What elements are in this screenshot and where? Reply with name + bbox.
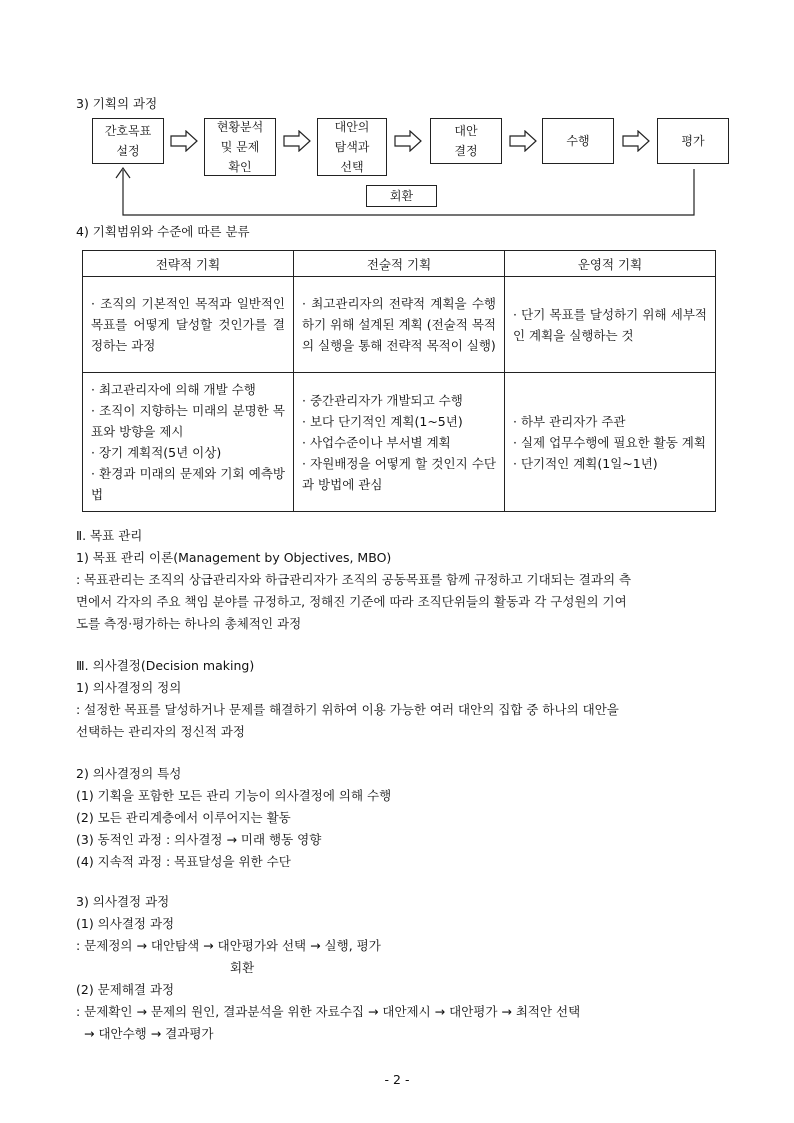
right-arrow-icon	[283, 130, 311, 152]
right-arrow-icon	[170, 130, 198, 152]
cell-item: · 실제 업무수행에 필요한 활동 계획	[513, 434, 706, 450]
process-feedback-label: 회환	[230, 960, 255, 975]
column-header: 운영적 기획	[505, 251, 716, 277]
column-header: 전술적 기획	[294, 251, 505, 277]
process-step: 대안의 탐색과 선택	[317, 118, 387, 176]
body-line: 선택하는 관리자의 정신적 과정	[76, 724, 245, 739]
cell-item: · 조직이 지향하는 미래의 분명한 목표와 방향을 제시	[91, 403, 285, 439]
subsection-heading: 2) 의사결정의 특성	[76, 766, 182, 781]
subsection-heading: 1) 목표 관리 이론(Management by Objectives, MBO)	[76, 550, 392, 565]
section-title: Ⅲ. 의사결정(Decision making)	[76, 658, 255, 673]
table-row	[83, 373, 716, 512]
body-line: : 설정한 목표를 달성하거나 문제를 해결하기 위하여 이용 가능한 여러 대안의 집합 중 하나의 대안을	[76, 702, 619, 717]
cell-item: · 사업수준이나 부서별 계획	[302, 434, 451, 450]
table-cell	[505, 277, 716, 373]
cell-item: · 자원배정을 어떻게 할 것인지 수단과 방법에 관심	[302, 455, 496, 492]
process-subheading: (1) 의사결정 과정	[76, 916, 175, 931]
table-cell	[294, 373, 505, 512]
cell-item: · 최고관리자에 의해 개발 수행	[91, 382, 256, 397]
feedback-label: 회환	[366, 185, 437, 207]
process-step: 간호목표 설정	[92, 118, 164, 164]
table-header-row	[83, 251, 716, 277]
table-cell	[83, 373, 294, 512]
right-arrow-icon	[509, 130, 537, 152]
table-cell	[294, 277, 505, 373]
column-header: 전략적 기획	[83, 251, 294, 277]
subsection-heading: 3) 의사결정 과정	[76, 894, 170, 909]
body-line: : 목표관리는 조직의 상급관리자와 하급관리자가 조직의 공동목표를 함께 규정하고 기대되는 결과의 측	[76, 572, 632, 587]
planning-process-heading: 3) 기획의 과정	[76, 96, 158, 111]
process-step: 수행	[542, 118, 614, 164]
cell-item: · 보다 단기적인 계획(1~5년)	[302, 413, 463, 429]
cell-item: · 장기 계획적(5년 이상)	[91, 445, 222, 460]
process-subheading: (2) 문제해결 과정	[76, 982, 175, 997]
section-title: Ⅱ. 목표 관리	[76, 528, 143, 543]
cell-item: · 중간관리자가 개발되고 수행	[302, 392, 463, 408]
process-step: 평가	[657, 118, 729, 164]
body-line: 도를 측정·평가하는 하나의 총체적인 과정	[76, 616, 302, 631]
cell-item: · 환경과 미래의 문제와 기회 예측방법	[91, 466, 285, 502]
feature-item: (1) 기획을 포함한 모든 관리 기능이 의사결정에 의해 수행	[76, 788, 392, 803]
planning-classification-table	[82, 250, 716, 512]
right-arrow-icon	[394, 130, 422, 152]
process-line: : 문제확인 → 문제의 원인, 결과분석을 위한 자료수집 → 대안제시 → 대안평가 → 최적안 선택	[76, 1004, 581, 1019]
process-line: : 문제정의 → 대안탐색 → 대안평가와 선택 → 실행, 평가	[76, 938, 381, 953]
table-cell	[83, 277, 294, 373]
process-line: → 대안수행 → 결과평가	[84, 1026, 214, 1041]
table-row	[83, 277, 716, 373]
page-number: - 2 -	[384, 1072, 410, 1087]
cell-item: · 단기적인 계획(1일~1년)	[513, 455, 658, 471]
subsection-heading: 1) 의사결정의 정의	[76, 680, 182, 695]
process-step: 현황분석 및 문제 확인	[204, 118, 276, 176]
cell-item: · 하부 관리자가 주관	[513, 413, 626, 429]
feature-item: (4) 지속적 과정 : 목표달성을 위한 수단	[76, 854, 291, 869]
table-cell	[505, 373, 716, 512]
cell-item: · 조직의 기본적인 목적과 일반적인 목표를 어떻게 달성할 것인가를 결정하는 과정	[91, 296, 285, 353]
cell-item: · 최고관리자의 전략적 계획을 수행하기 위해 설계된 계획 (전술적 목적의 실행을 통해 전략적 목적이 실행)	[302, 296, 496, 353]
body-line: 면에서 각자의 주요 책임 분야를 규정하고, 정해진 기준에 따라 조직단위들의 활동과 각 구성원의 기여	[76, 594, 627, 609]
feature-item: (3) 동적인 과정 : 의사결정 → 미래 행동 영향	[76, 832, 322, 847]
right-arrow-icon	[622, 130, 650, 152]
cell-item: · 단기 목표를 달성하기 위해 세부적인 계획을 실행하는 것	[513, 306, 707, 343]
process-step: 대안 결정	[430, 118, 502, 164]
feature-item: (2) 모든 관리계층에서 이루어지는 활동	[76, 810, 291, 825]
classification-heading: 4) 기획범위와 수준에 따른 분류	[76, 224, 250, 239]
